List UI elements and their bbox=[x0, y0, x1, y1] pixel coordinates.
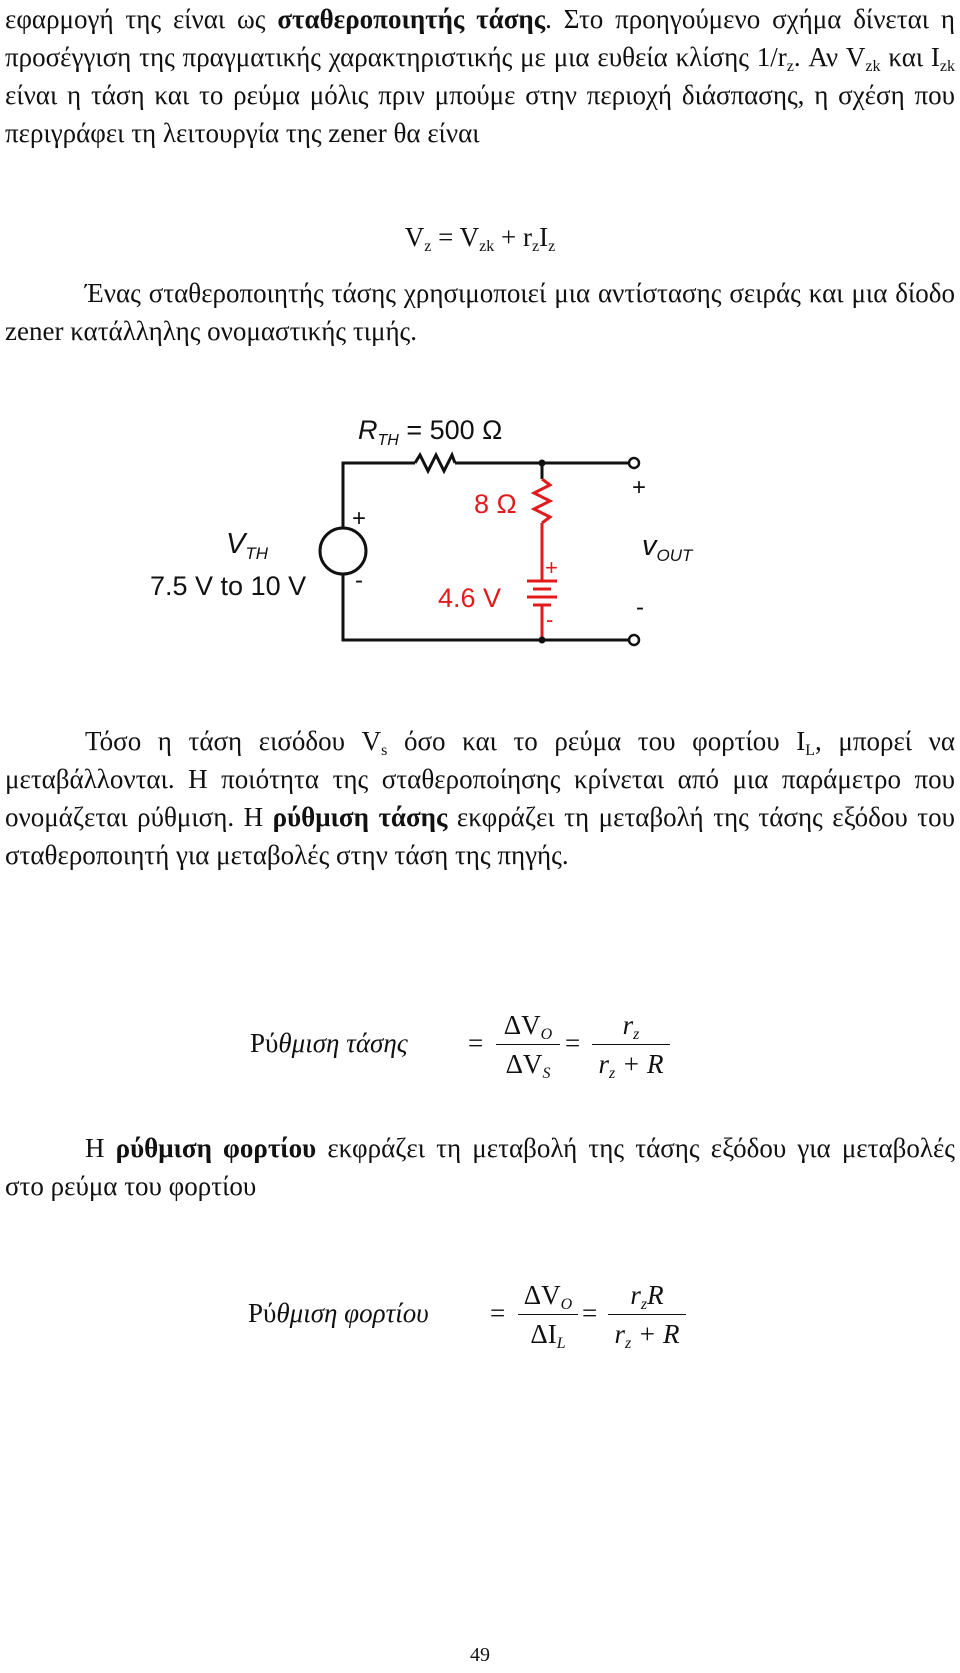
vout-label: $v_{OUT}$ bbox=[642, 530, 693, 565]
load-regulation-formula: Ρύθμιση φορτίου = $\Delta V_O$ $\Delta I_L$ = $r_zR$ $r_z + R$ bbox=[248, 1276, 678, 1356]
fraction-rzr-over-rz-plus-r: $r_zR$ $r_z + R$ bbox=[608, 1276, 686, 1353]
source-plus-sign: + bbox=[352, 505, 367, 532]
voltage-regulation-formula: Ρύθμιση τάσης = $\Delta V_O$ $\Delta V_S$ = $r_z$ $r_z + R$ bbox=[250, 1006, 670, 1086]
bold-term-voltage-regulation: ρύθμιση τάσης bbox=[272, 802, 448, 832]
output-terminal-bottom bbox=[629, 635, 639, 645]
fraction-rz-over-rz-plus-r: $r_z$ $r_z + R$ bbox=[592, 1006, 670, 1083]
bold-term-voltage-stabilizer: σταθεροποιητής τάσης bbox=[277, 4, 546, 34]
fraction-delta-vo-over-delta-il: $\Delta V_O$ $\Delta I_L$ bbox=[518, 1276, 578, 1353]
vth-label: $V_{TH}$ bbox=[226, 528, 269, 563]
source-minus-sign: - bbox=[355, 567, 363, 594]
zener-resistance-label: 8 Ω bbox=[474, 489, 517, 519]
formula-label: Ρύθμιση τάσης bbox=[250, 1028, 408, 1058]
junction-dot-top bbox=[539, 460, 546, 467]
zener-voltage-equation: $V_z = V_{zk} + r_zI_z$ bbox=[404, 222, 556, 255]
page-number: 49 bbox=[470, 1644, 490, 1666]
junction-dot-bottom bbox=[539, 637, 546, 644]
output-minus-sign: - bbox=[636, 594, 644, 621]
zener-minus-sign: - bbox=[546, 607, 554, 632]
load-regulation-paragraph: Η ρύθμιση φορτίου εκφράζει τη μεταβολή της τάσης εξόδου για μεταβολές στο ρεύμα του φορτίου bbox=[5, 1133, 956, 1201]
regulation-paragraph: Τόσο η τάση εισόδου $V_s$ όσο και το ρεύμα του φορτίου $I_L$, μπορεί να μεταβάλλονται. Η ποιότητα της σταθεροποίησης κρίνεται από μια παράμετρο που ονομάζεται ρύθμιση. Η ρύθμιση τάσης εκφράζει τη μεταβολή της τάσης εξόδου του σταθεροποιητή για μεταβολές στην τάση της πηγής. bbox=[5, 726, 955, 870]
fraction-delta-vo-over-delta-vs: $\Delta V_O$ $\Delta V_S$ bbox=[496, 1006, 560, 1083]
output-plus-sign: + bbox=[632, 474, 647, 501]
bold-term-load-regulation: ρύθμιση φορτίου bbox=[115, 1133, 317, 1163]
intro-paragraph: εφαρμογή της είναι ως σταθεροποιητής τάσης. Στο προηγούμενο σχήμα δίνεται η προσέγγιση της πραγματικής χαρακτηριστικής με μια ευθεία κλίσης $1/r_z$. Αν $V_{zk}$ και $I_{zk}$ είναι η τάση και το ρεύμα μόλις πριν μπούμε στην περιοχή διάσπασης, η σχέση που περιγράφει τη λειτουργία της zener θα είναι bbox=[5, 4, 956, 148]
zener-plus-sign: + bbox=[545, 555, 558, 580]
rth-label: $R_{TH} = 500$ Ω bbox=[358, 415, 503, 449]
formula-label: Ρύθμιση φορτίου bbox=[248, 1298, 429, 1328]
zener-regulator-circuit bbox=[130, 395, 790, 665]
vth-range-label: 7.5 V to 10 V bbox=[150, 571, 307, 601]
zener-voltage-label: 4.6 V bbox=[438, 583, 502, 613]
regulator-paragraph: Ένας σταθεροποιητής τάσης χρησιμοποιεί μια αντίστασης σειράς και μια δίοδο zener κατάλληλης ονομαστικής τιμής. bbox=[5, 278, 955, 346]
output-terminal-top bbox=[629, 458, 639, 468]
